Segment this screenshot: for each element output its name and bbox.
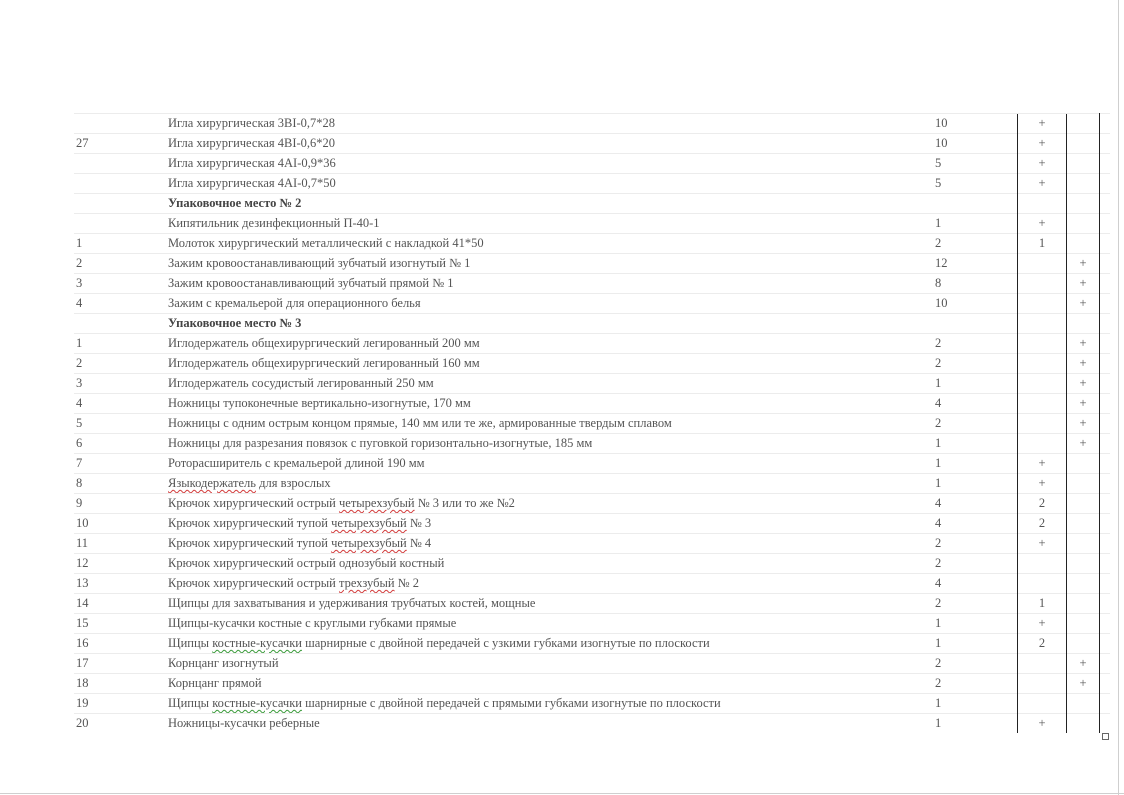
spacer-cell	[1100, 634, 1111, 654]
mark-column-a: +	[1018, 474, 1067, 494]
spacer-cell	[1100, 574, 1111, 594]
spacer-cell	[1100, 454, 1111, 474]
row-number: 5	[74, 414, 166, 434]
section-row	[74, 194, 1110, 214]
row-number: 1	[74, 234, 166, 254]
spacer-cell	[1100, 314, 1111, 334]
mark-column-b	[1067, 714, 1100, 734]
mark-column-b	[1067, 574, 1100, 594]
item-name: Щипцы-кусачки костные с круглыми губками прямые	[166, 614, 933, 634]
spacer-cell	[1100, 714, 1111, 734]
row-number: 17	[74, 654, 166, 674]
mark-column-a: +	[1018, 454, 1067, 474]
item-quantity: 4	[933, 514, 1018, 534]
item-quantity: 10	[933, 294, 1018, 314]
item-name-part: Крючок хирургический тупой	[168, 536, 332, 550]
mark-column-b	[1067, 594, 1100, 614]
item-quantity: 2	[933, 334, 1018, 354]
spacer-cell	[1100, 354, 1111, 374]
spacer-cell	[1100, 214, 1111, 234]
row-number: 4	[74, 394, 166, 414]
item-quantity: 4	[933, 394, 1018, 414]
spacer-cell	[1100, 414, 1111, 434]
mark-column-a: 1	[1018, 234, 1067, 254]
mark-column-a: 2	[1018, 634, 1067, 654]
page-edge-bottom	[0, 793, 1124, 794]
item-quantity: 1	[933, 714, 1018, 734]
mark-column-b	[1067, 614, 1100, 634]
table-row	[74, 614, 1110, 634]
mark-column-b	[1067, 514, 1100, 534]
row-number: 3	[74, 274, 166, 294]
row-number: 7	[74, 454, 166, 474]
item-quantity: 4	[933, 494, 1018, 514]
mark-column-b: +	[1067, 274, 1100, 294]
item-name-part: Щипцы	[168, 696, 213, 710]
spacer-cell	[1100, 534, 1111, 554]
item-quantity: 5	[933, 174, 1018, 194]
item-name: Зажим кровоостанавливающий зубчатый изогнутый № 1	[166, 254, 933, 274]
spacer-cell	[1100, 274, 1111, 294]
item-name-part: Крючок хирургический тупой	[168, 516, 332, 530]
mark-column-a	[1018, 674, 1067, 694]
table-row	[74, 114, 1110, 134]
item-name-part: четырехзубый	[331, 516, 407, 530]
row-number: 12	[74, 554, 166, 574]
item-name	[166, 474, 933, 494]
item-name: Роторасширитель с кремальерой длиной 190 мм	[166, 454, 933, 474]
mark-column-a: 2	[1018, 514, 1067, 534]
item-name	[166, 494, 933, 514]
row-number: 2	[74, 354, 166, 374]
item-quantity: 10	[933, 134, 1018, 154]
spacer-cell	[1100, 334, 1111, 354]
mark-column-b	[1067, 154, 1100, 174]
mark-column-b	[1067, 234, 1100, 254]
mark-column-b	[1067, 694, 1100, 714]
spacer-cell	[1100, 694, 1111, 714]
row-number: 20	[74, 714, 166, 734]
spacer-cell	[1100, 134, 1111, 154]
item-quantity: 1	[933, 614, 1018, 634]
mark-column-b	[1067, 494, 1100, 514]
item-quantity: 2	[933, 654, 1018, 674]
mark-column-b	[1067, 314, 1100, 334]
row-number: 6	[74, 434, 166, 454]
item-name: Корнцанг прямой	[166, 674, 933, 694]
row-number: 27	[74, 134, 166, 154]
table-row	[74, 654, 1110, 674]
table-row	[74, 534, 1110, 554]
item-name-part: трехзубый	[338, 576, 395, 590]
item-name: Кипятильник дезинфекционный П-40-1	[166, 214, 933, 234]
row-number: 1	[74, 334, 166, 354]
mark-column-b	[1067, 534, 1100, 554]
mark-column-b: +	[1067, 334, 1100, 354]
item-name-part: четырехзубый	[331, 536, 407, 550]
table-row	[74, 174, 1110, 194]
spacer-cell	[1100, 594, 1111, 614]
spacer-cell	[1100, 174, 1111, 194]
item-name	[166, 634, 933, 654]
mark-column-a: +	[1018, 214, 1067, 234]
item-name-part: для взрослых	[255, 476, 331, 490]
table-row	[74, 134, 1110, 154]
row-number	[74, 214, 166, 234]
item-name: Молоток хирургический металлический с накладкой 41*50	[166, 234, 933, 254]
mark-column-b: +	[1067, 674, 1100, 694]
spacer-cell	[1100, 514, 1111, 534]
mark-column-a: +	[1018, 114, 1067, 134]
table-row	[74, 234, 1110, 254]
item-quantity: 2	[933, 234, 1018, 254]
mark-column-a	[1018, 574, 1067, 594]
mark-column-b: +	[1067, 374, 1100, 394]
mark-column-a	[1018, 314, 1067, 334]
spacer-cell	[1100, 294, 1111, 314]
item-quantity: 5	[933, 154, 1018, 174]
mark-column-b	[1067, 194, 1100, 214]
table-row	[74, 634, 1110, 654]
item-quantity: 2	[933, 554, 1018, 574]
table-row	[74, 714, 1110, 734]
table-row	[74, 454, 1110, 474]
item-name: Зажим кровоостанавливающий зубчатый прямой № 1	[166, 274, 933, 294]
table-row	[74, 494, 1110, 514]
item-name: Игла хирургическая 4АI-0,7*50	[166, 174, 933, 194]
item-name-part: Крючок хирургический острый	[168, 576, 339, 590]
spacer-cell	[1100, 234, 1111, 254]
item-quantity: 1	[933, 634, 1018, 654]
item-name: Крючок хирургический острый однозубый костный	[166, 554, 933, 574]
row-number	[74, 154, 166, 174]
table-row	[74, 354, 1110, 374]
mark-column-a	[1018, 394, 1067, 414]
item-name: Иглодержатель общехирургический легированный 200 мм	[166, 334, 933, 354]
item-quantity: 4	[933, 574, 1018, 594]
mark-column-b: +	[1067, 654, 1100, 674]
row-number: 8	[74, 474, 166, 494]
table-row	[74, 594, 1110, 614]
section-title: Упаковочное место № 3	[166, 314, 933, 334]
mark-column-a: +	[1018, 534, 1067, 554]
table-row	[74, 294, 1110, 314]
item-quantity: 10	[933, 114, 1018, 134]
table-row	[74, 574, 1110, 594]
table-row	[74, 414, 1110, 434]
table-row	[74, 434, 1110, 454]
spacer-cell	[1100, 434, 1111, 454]
row-number: 4	[74, 294, 166, 314]
mark-column-b: +	[1067, 414, 1100, 434]
table-row	[74, 514, 1110, 534]
item-quantity: 12	[933, 254, 1018, 274]
item-name: Ножницы тупоконечные вертикально-изогнутые, 170 мм	[166, 394, 933, 414]
spacer-cell	[1100, 554, 1111, 574]
table-row	[74, 674, 1110, 694]
item-name-part: № 3	[406, 516, 432, 530]
row-number: 19	[74, 694, 166, 714]
mark-column-a: 2	[1018, 494, 1067, 514]
mark-column-b	[1067, 454, 1100, 474]
item-name: Иглодержатель общехирургический легированный 160 мм	[166, 354, 933, 374]
item-name: Корнцанг изогнутый	[166, 654, 933, 674]
item-name-part: костные-кусачки	[212, 696, 302, 710]
spacer-cell	[1100, 494, 1111, 514]
spacer-cell	[1100, 254, 1111, 274]
mark-column-b	[1067, 114, 1100, 134]
item-quantity: 2	[933, 674, 1018, 694]
item-name-part: Щипцы	[168, 636, 213, 650]
row-number	[74, 314, 166, 334]
row-number: 16	[74, 634, 166, 654]
item-quantity: 1	[933, 454, 1018, 474]
table-end-marker-icon	[1102, 733, 1109, 740]
mark-column-a	[1018, 254, 1067, 274]
mark-column-a: +	[1018, 174, 1067, 194]
row-number: 3	[74, 374, 166, 394]
row-number: 14	[74, 594, 166, 614]
table-row	[74, 554, 1110, 574]
spacer-cell	[1100, 154, 1111, 174]
row-number: 11	[74, 534, 166, 554]
mark-column-a: +	[1018, 614, 1067, 634]
table-row	[74, 214, 1110, 234]
row-number: 15	[74, 614, 166, 634]
mark-column-b	[1067, 634, 1100, 654]
mark-column-a	[1018, 554, 1067, 574]
mark-column-a	[1018, 334, 1067, 354]
item-name: Игла хирургическая 3ВI-0,7*28	[166, 114, 933, 134]
item-name-part: Языкодержатель	[168, 476, 256, 490]
item-quantity: 2	[933, 414, 1018, 434]
item-name-part: Крючок хирургический острый	[168, 496, 339, 510]
item-name-part: № 3 или то же №2	[414, 496, 515, 510]
item-name-part: костные-кусачки	[212, 636, 302, 650]
item-quantity	[933, 314, 1018, 334]
mark-column-b: +	[1067, 394, 1100, 414]
mark-column-a	[1018, 434, 1067, 454]
mark-column-a	[1018, 194, 1067, 214]
item-quantity: 8	[933, 274, 1018, 294]
item-name: Игла хирургическая 4ВI-0,6*20	[166, 134, 933, 154]
spacer-cell	[1100, 674, 1111, 694]
row-number	[74, 194, 166, 214]
table-row	[74, 334, 1110, 354]
mark-column-a: +	[1018, 714, 1067, 734]
item-quantity: 2	[933, 354, 1018, 374]
page-edge-right	[1118, 0, 1119, 795]
item-name: Щипцы для захватывания и удерживания трубчатых костей, мощные	[166, 594, 933, 614]
item-quantity: 1	[933, 214, 1018, 234]
item-quantity: 1	[933, 694, 1018, 714]
mark-column-b	[1067, 474, 1100, 494]
mark-column-a: +	[1018, 154, 1067, 174]
item-quantity: 1	[933, 434, 1018, 454]
row-number	[74, 114, 166, 134]
row-number: 9	[74, 494, 166, 514]
row-number	[74, 174, 166, 194]
mark-column-b	[1067, 174, 1100, 194]
mark-column-b	[1067, 554, 1100, 574]
row-number: 18	[74, 674, 166, 694]
item-quantity: 1	[933, 374, 1018, 394]
item-name: Игла хирургическая 4АI-0,9*36	[166, 154, 933, 174]
item-quantity: 2	[933, 594, 1018, 614]
spacer-cell	[1100, 474, 1111, 494]
mark-column-a	[1018, 654, 1067, 674]
table-row	[74, 154, 1110, 174]
row-number: 10	[74, 514, 166, 534]
table-row	[74, 394, 1110, 414]
mark-column-a	[1018, 354, 1067, 374]
mark-column-b: +	[1067, 354, 1100, 374]
table-row	[74, 254, 1110, 274]
item-name-part: № 2	[394, 576, 419, 590]
item-name: Ножницы-кусачки реберные	[166, 714, 933, 734]
item-name	[166, 694, 933, 714]
mark-column-a: 1	[1018, 594, 1067, 614]
item-name-part: четырехзубый	[338, 496, 415, 510]
mark-column-b	[1067, 214, 1100, 234]
mark-column-b: +	[1067, 254, 1100, 274]
mark-column-a	[1018, 294, 1067, 314]
item-name	[166, 534, 933, 554]
row-number: 2	[74, 254, 166, 274]
spacer-cell	[1100, 654, 1111, 674]
mark-column-a	[1018, 274, 1067, 294]
mark-column-a	[1018, 374, 1067, 394]
spacer-cell	[1100, 614, 1111, 634]
item-name: Ножницы с одним острым концом прямые, 140 мм или те же, армированные твердым сплавом	[166, 414, 933, 434]
mark-column-b	[1067, 134, 1100, 154]
mark-column-a: +	[1018, 134, 1067, 154]
table-row	[74, 374, 1110, 394]
table-row	[74, 474, 1110, 494]
table-row	[74, 694, 1110, 714]
item-name: Иглодержатель сосудистый легированный 250 мм	[166, 374, 933, 394]
item-quantity: 2	[933, 534, 1018, 554]
spacer-cell	[1100, 394, 1111, 414]
spacer-cell	[1100, 194, 1111, 214]
item-quantity: 1	[933, 474, 1018, 494]
item-name	[166, 514, 933, 534]
item-name-part: шарнирные с двойной передачей с прямыми губками изогнутые по плоскости	[301, 696, 721, 710]
spacer-cell	[1100, 374, 1111, 394]
mark-column-a	[1018, 694, 1067, 714]
mark-column-b: +	[1067, 294, 1100, 314]
item-name-part: шарнирные с двойной передачей с узкими губками изогнутые по плоскости	[301, 636, 710, 650]
section-row	[74, 314, 1110, 334]
item-name: Зажим с кремальерой для операционного белья	[166, 294, 933, 314]
item-name: Ножницы для разрезания повязок с пуговкой горизонтально-изогнутые, 185 мм	[166, 434, 933, 454]
table-row	[74, 274, 1110, 294]
mark-column-a	[1018, 414, 1067, 434]
item-quantity	[933, 194, 1018, 214]
row-number: 13	[74, 574, 166, 594]
item-name	[166, 574, 933, 594]
section-title: Упаковочное место № 2	[166, 194, 933, 214]
mark-column-b: +	[1067, 434, 1100, 454]
spacer-cell	[1100, 114, 1111, 134]
item-name-part: № 4	[406, 536, 432, 550]
instrument-table	[74, 113, 1110, 733]
